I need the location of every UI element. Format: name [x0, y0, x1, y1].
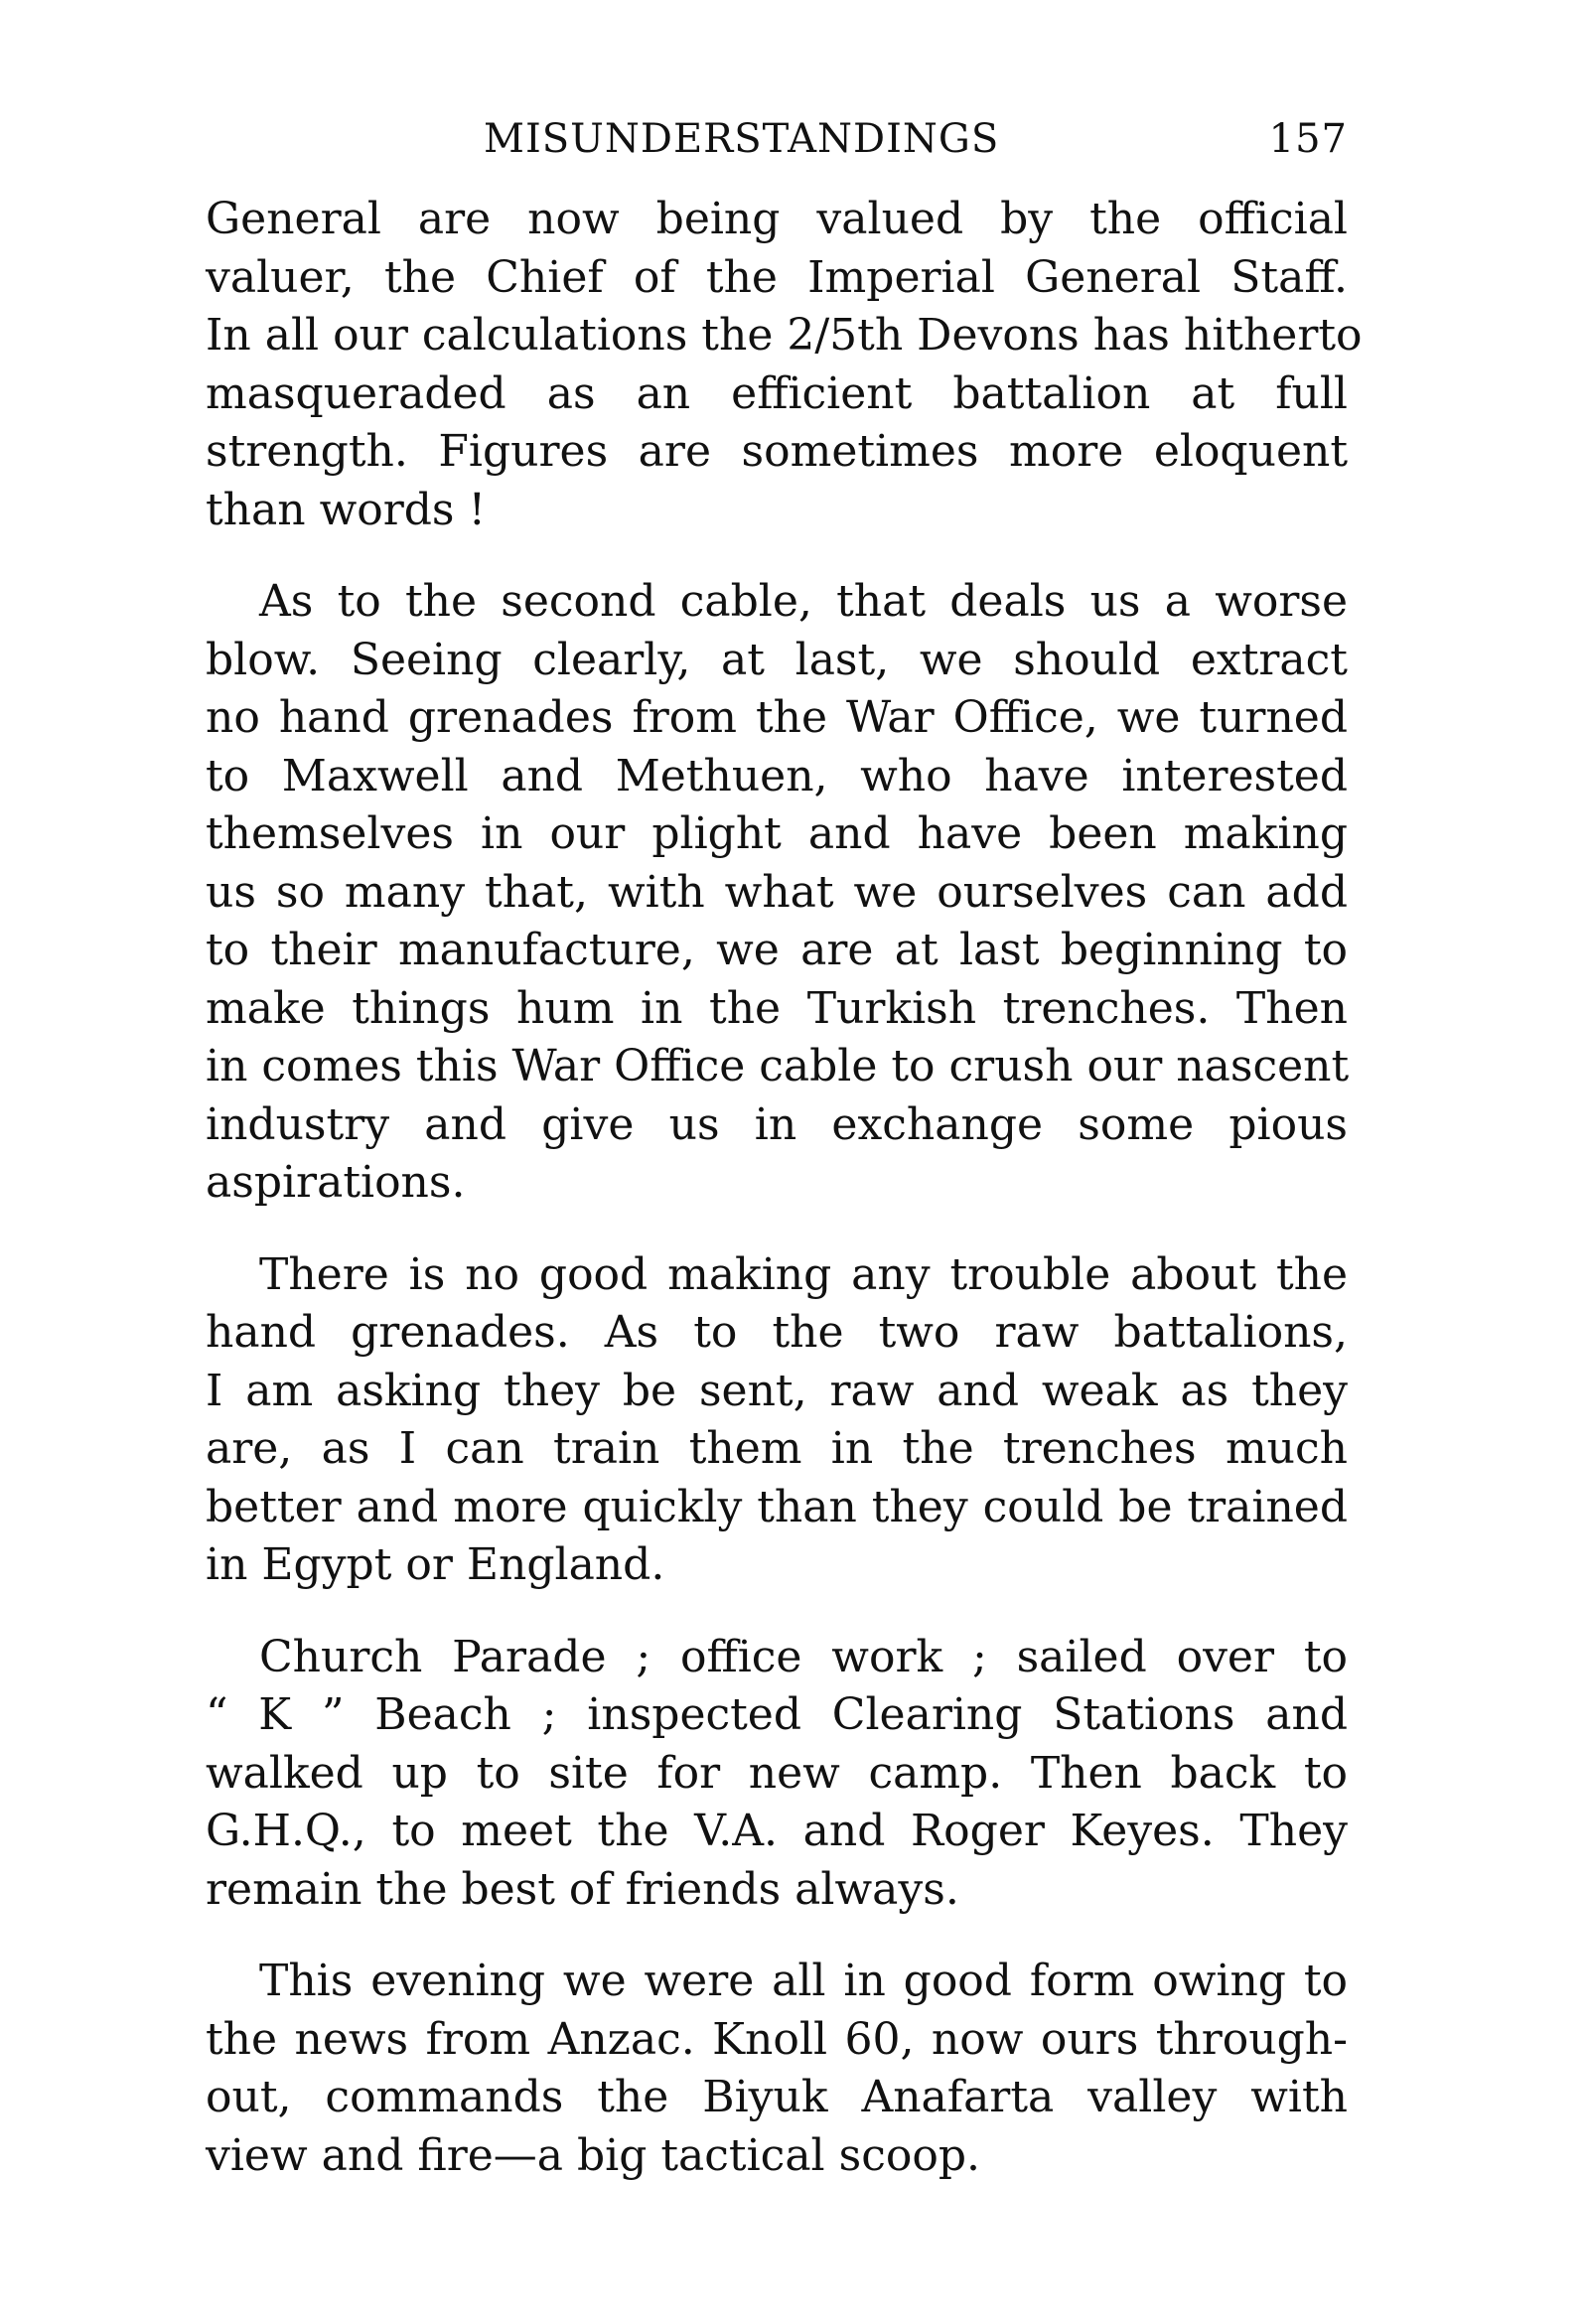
running-title: MISUNDERSTANDINGS [484, 116, 1000, 162]
book-page [206, 109, 1363, 2185]
text-line: out, commands the Biyuk Anafarta valley with [206, 2072, 1348, 2122]
text-line: in comes this War Office cable to crush our nascent [206, 1041, 1350, 1091]
text-line: better and more quickly than they could be trained [206, 1481, 1348, 1532]
text-line: As to the second cable, that deals us a worse [259, 576, 1348, 627]
text-line: In all our calculations the 2/5th Devons has hitherto [206, 310, 1363, 361]
text-line: us so many that, with what we ourselves can add [206, 866, 1348, 918]
text-line: than words ! [206, 484, 487, 535]
paragraph-5 [206, 1953, 1348, 2185]
text-line: to their manufacture, we are at last beginning to [206, 925, 1348, 975]
text-line: masqueraded as an efficient battalion at full [206, 367, 1348, 419]
paragraph-4 [206, 1629, 1348, 1920]
text-line: There is no good making any trouble about the [259, 1248, 1348, 1300]
text-line: industry and give us in exchange some pious [206, 1098, 1348, 1150]
text-line: no hand grenades from the War Office, we turned [206, 692, 1348, 743]
text-line: G.H.Q., to meet the V.A. and Roger Keyes. They [206, 1806, 1348, 1856]
text-line: I am asking they be sent, raw and weak as they [206, 1365, 1348, 1416]
paragraph-1 [206, 191, 1363, 539]
text-line: General are now being valued by the official [206, 194, 1348, 244]
text-line: the news from Anzac. Knoll 60, now ours through- [206, 2013, 1348, 2065]
text-line: hand grenades. As to the two raw battalions, [206, 1307, 1348, 1358]
text-line: to Maxwell and Methuen, who have interested [206, 750, 1348, 801]
text-line: valuer, the Chief of the Imperial General Staff. [206, 251, 1348, 303]
text-line: strength. Figures are sometimes more eloquent [206, 426, 1348, 477]
paragraph-3 [206, 1246, 1348, 1595]
text-line: walked up to site for new camp. Then back to [206, 1747, 1348, 1799]
text-line: “ K ” Beach ; inspected Clearing Stations and [206, 1689, 1348, 1740]
text-line: in Egypt or England. [206, 1539, 665, 1590]
running-head [206, 109, 1348, 169]
text-line: remain the best of friends always. [206, 1863, 959, 1915]
page-number: 157 [1268, 116, 1348, 162]
text-line: Church Parade ; office work ; sailed over to [259, 1631, 1348, 1682]
paragraph-2 [206, 573, 1348, 1213]
text-line: are, as I can train them in the trenches much [206, 1423, 1348, 1474]
text-line: make things hum in the Turkish trenches. Then [206, 982, 1348, 1034]
text-line: blow. Seeing clearly, at last, we should extract [206, 634, 1348, 685]
text-line: aspirations. [206, 1157, 466, 1208]
text-line: This evening we were all in good form owing to [259, 1956, 1348, 2006]
text-line: themselves in our plight and have been making [206, 808, 1348, 859]
text-line: view and fire—a big tactical scoop. [206, 2129, 980, 2181]
